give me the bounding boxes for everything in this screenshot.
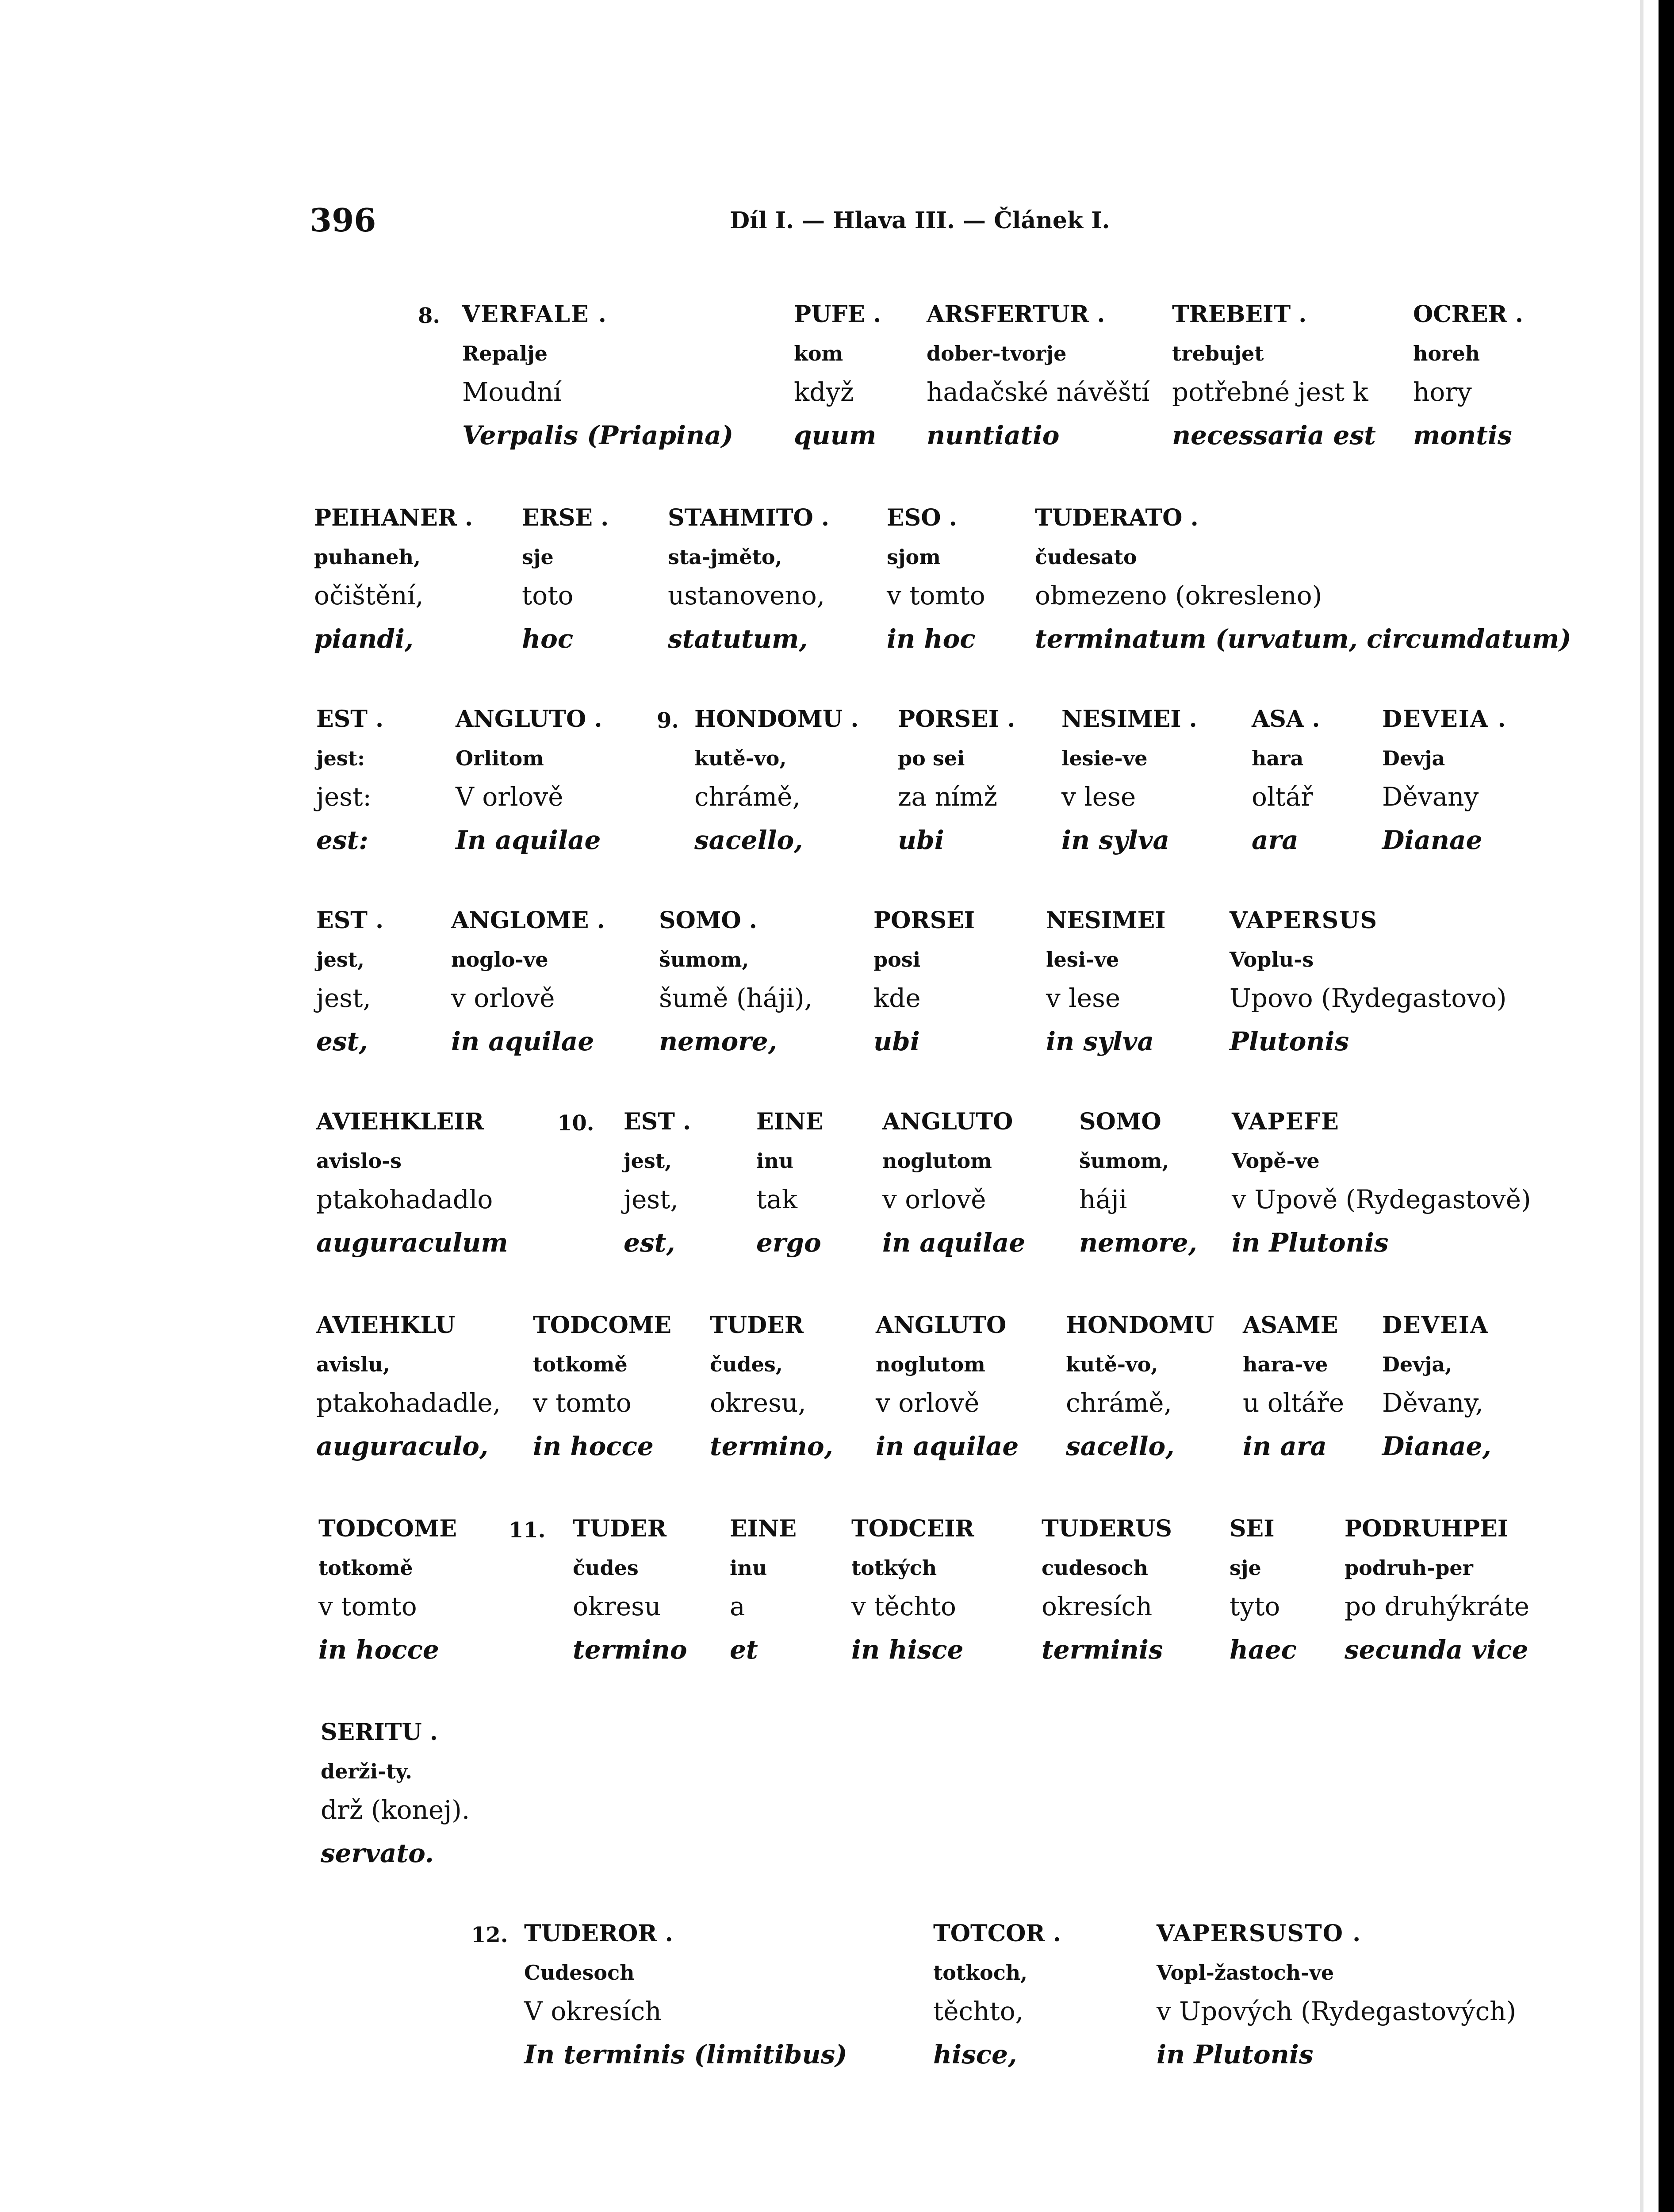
- latin-translation: in aquilae: [451, 1026, 594, 1056]
- latin-translation: in ara: [1243, 1431, 1327, 1461]
- transliteration: kutě-vo,: [694, 746, 787, 770]
- transliteration: po sei: [898, 746, 965, 770]
- transliteration: totkoch,: [933, 1961, 1028, 1985]
- verse-number: 11.: [509, 1518, 546, 1543]
- latin-translation: ubi: [898, 825, 944, 855]
- page-fold-shadow: [1640, 0, 1643, 2212]
- czech-translation: očištění,: [314, 580, 424, 611]
- latin-translation: terminis: [1042, 1635, 1163, 1665]
- latin-translation: hisce,: [933, 2039, 1017, 2070]
- latin-translation: Dianae,: [1382, 1431, 1491, 1461]
- transliteration: sje: [1230, 1556, 1261, 1580]
- czech-translation: ptakohadadlo: [316, 1184, 493, 1214]
- latin-translation: in hisce: [851, 1635, 964, 1665]
- czech-translation: Děvany: [1382, 782, 1479, 812]
- latin-translation: ergo: [756, 1228, 821, 1258]
- transliteration: Vopě-ve: [1232, 1149, 1320, 1173]
- etruscan-word: ANGLUTO .: [456, 706, 602, 733]
- transliteration: sta-jměto,: [668, 545, 782, 569]
- transliteration: Devja,: [1382, 1352, 1452, 1376]
- czech-translation: v orlově: [876, 1388, 980, 1418]
- latin-translation: Verpalis (Priapina): [462, 420, 734, 450]
- etruscan-word: TUDERATO .: [1035, 504, 1199, 531]
- latin-translation: in Plutonis: [1157, 2039, 1314, 2070]
- etruscan-word: TOTCOR .: [933, 1920, 1061, 1947]
- etruscan-word: PUFE .: [794, 301, 881, 328]
- latin-translation: sacello,: [694, 825, 803, 855]
- etruscan-word: SERITU .: [321, 1719, 438, 1746]
- etruscan-word: VAPERSUSTO .: [1157, 1920, 1362, 1947]
- czech-translation: v tomto: [318, 1591, 417, 1621]
- etruscan-word: STAHMITO .: [668, 504, 829, 531]
- latin-translation: piandi,: [314, 624, 414, 654]
- latin-translation: servato.: [321, 1838, 434, 1868]
- etruscan-word: PORSEI .: [898, 706, 1015, 733]
- transliteration: čudes,: [710, 1352, 783, 1376]
- etruscan-word: TUDERUS: [1042, 1515, 1172, 1542]
- running-title: Díl I. — Hlava III. — Článek I.: [730, 207, 1110, 234]
- latin-translation: termino: [573, 1635, 687, 1665]
- transliteration: podruh-per: [1345, 1556, 1473, 1580]
- etruscan-word: OCRER .: [1413, 301, 1523, 328]
- czech-translation: chrámě,: [694, 782, 801, 812]
- latin-translation: nemore,: [1079, 1228, 1197, 1258]
- etruscan-word: NESIMEI .: [1061, 706, 1197, 733]
- czech-translation: u oltáře: [1243, 1388, 1345, 1418]
- czech-translation: v Upově (Rydegastově): [1232, 1184, 1531, 1214]
- latin-translation: nemore,: [659, 1026, 777, 1056]
- czech-translation: Moudní: [462, 377, 562, 407]
- latin-translation: Dianae: [1382, 825, 1482, 855]
- etruscan-word: PODRUHPEI: [1345, 1515, 1509, 1542]
- czech-translation: a: [730, 1591, 745, 1621]
- transliteration: šumom,: [1079, 1149, 1169, 1173]
- verse-number: 12.: [471, 1923, 508, 1947]
- latin-translation: in hocce: [533, 1431, 654, 1461]
- czech-translation: háji: [1079, 1184, 1127, 1214]
- etruscan-word: TUDER: [710, 1312, 804, 1339]
- czech-translation: Upovo (Rydegastovo): [1230, 983, 1507, 1013]
- czech-translation: drž (konej).: [321, 1795, 470, 1825]
- czech-translation: okresích: [1042, 1591, 1153, 1621]
- czech-translation: V orlově: [456, 782, 563, 812]
- transliteration: kutě-vo,: [1066, 1352, 1158, 1376]
- czech-translation: chrámě,: [1066, 1388, 1172, 1418]
- etruscan-word: ANGLUTO: [876, 1312, 1007, 1339]
- transliteration: derži-ty.: [321, 1759, 413, 1783]
- czech-translation: v tomto: [887, 580, 985, 611]
- transliteration: totkých: [851, 1556, 937, 1580]
- latin-translation: in hocce: [318, 1635, 439, 1665]
- czech-translation: když: [794, 377, 854, 407]
- etruscan-word: VERFALE .: [462, 301, 607, 328]
- latin-translation: In aquilae: [456, 825, 601, 855]
- latin-translation: in sylva: [1061, 825, 1170, 855]
- czech-translation: ustanoveno,: [668, 580, 825, 611]
- transliteration: noglo-ve: [451, 948, 548, 972]
- czech-translation: za nímž: [898, 782, 998, 812]
- etruscan-word: EINE: [756, 1108, 824, 1135]
- latin-translation: est,: [316, 1026, 368, 1056]
- verse-number: 10.: [557, 1111, 594, 1136]
- etruscan-word: ASAME: [1243, 1312, 1338, 1339]
- czech-translation: ptakohadadle,: [316, 1388, 501, 1418]
- latin-translation: termino,: [710, 1431, 833, 1461]
- latin-translation: et: [730, 1635, 758, 1665]
- transliteration: jest:: [316, 746, 365, 770]
- transliteration: horeh: [1413, 342, 1480, 365]
- latin-translation: Plutonis: [1230, 1026, 1349, 1056]
- verse-number: 8.: [418, 303, 441, 328]
- etruscan-word: DEVEIA: [1382, 1312, 1489, 1339]
- transliteration: totkomě: [318, 1556, 413, 1580]
- etruscan-word: AVIEHKLU: [316, 1312, 456, 1339]
- czech-translation: jest,: [624, 1184, 678, 1214]
- czech-translation: v orlově: [451, 983, 555, 1013]
- latin-translation: quum: [794, 420, 877, 450]
- czech-translation: hory: [1413, 377, 1472, 407]
- transliteration: kom: [794, 342, 843, 365]
- etruscan-word: TODCOME: [318, 1515, 457, 1542]
- latin-translation: ubi: [873, 1026, 920, 1056]
- transliteration: puhaneh,: [314, 545, 421, 569]
- czech-translation: v lese: [1046, 983, 1121, 1013]
- czech-translation: v orlově: [882, 1184, 986, 1214]
- transliteration: Vopl-žastoch-ve: [1157, 1961, 1334, 1985]
- transliteration: lesie-ve: [1061, 746, 1148, 770]
- latin-translation: est:: [316, 825, 368, 855]
- czech-translation: Děvany,: [1382, 1388, 1484, 1418]
- czech-translation: okresu: [573, 1591, 661, 1621]
- latin-translation: In terminis (limitibus): [524, 2039, 847, 2070]
- transliteration: šumom,: [659, 948, 749, 972]
- etruscan-word: VAPEFE: [1232, 1108, 1340, 1135]
- etruscan-word: HONDOMU .: [694, 706, 859, 733]
- transliteration: posi: [873, 948, 921, 972]
- page-number: 396: [310, 201, 376, 239]
- czech-translation: jest:: [316, 782, 372, 812]
- transliteration: avislu,: [316, 1352, 390, 1376]
- etruscan-word: AVIEHKLEIR: [316, 1108, 484, 1135]
- transliteration: totkomě: [533, 1352, 628, 1376]
- scan-border-right: [1659, 0, 1674, 2212]
- latin-translation: in Plutonis: [1232, 1228, 1389, 1258]
- czech-translation: kde: [873, 983, 921, 1013]
- etruscan-word: PEIHANER .: [314, 504, 473, 531]
- transliteration: Voplu-s: [1230, 948, 1314, 972]
- etruscan-word: ARSFERTUR .: [927, 301, 1105, 328]
- czech-translation: v těchto: [851, 1591, 956, 1621]
- transliteration: čudes: [573, 1556, 639, 1580]
- transliteration: trebujet: [1172, 342, 1264, 365]
- latin-translation: statutum,: [668, 624, 808, 654]
- latin-translation: in hoc: [887, 624, 976, 654]
- etruscan-word: TODCOME: [533, 1312, 671, 1339]
- czech-translation: oltář: [1252, 782, 1314, 812]
- transliteration: Repalje: [462, 342, 548, 365]
- czech-translation: šumě (háji),: [659, 983, 813, 1013]
- transliteration: sje: [522, 545, 554, 569]
- etruscan-word: DEVEIA .: [1382, 706, 1507, 733]
- transliteration: inu: [756, 1149, 794, 1173]
- transliteration: hara-ve: [1243, 1352, 1328, 1376]
- latin-translation: sacello,: [1066, 1431, 1175, 1461]
- etruscan-word: ANGLOME .: [451, 907, 605, 934]
- transliteration: inu: [730, 1556, 767, 1580]
- latin-translation: in aquilae: [876, 1431, 1019, 1461]
- czech-translation: v tomto: [533, 1388, 632, 1418]
- czech-translation: hadačské návěští: [927, 377, 1150, 407]
- czech-translation: po druhýkráte: [1345, 1591, 1529, 1621]
- czech-translation: toto: [522, 580, 574, 611]
- etruscan-word: EINE: [730, 1515, 797, 1542]
- etruscan-word: SEI: [1230, 1515, 1275, 1542]
- transliteration: jest,: [316, 948, 365, 972]
- latin-translation: hoc: [522, 624, 574, 654]
- czech-translation: tyto: [1230, 1591, 1280, 1621]
- etruscan-word: PORSEI: [873, 907, 975, 934]
- latin-translation: ara: [1252, 825, 1299, 855]
- etruscan-word: EST .: [624, 1108, 691, 1135]
- etruscan-word: NESIMEI: [1046, 907, 1166, 934]
- latin-translation: necessaria est: [1172, 420, 1376, 450]
- latin-translation: auguraculum: [316, 1228, 508, 1258]
- czech-translation: tak: [756, 1184, 798, 1214]
- etruscan-word: ERSE .: [522, 504, 609, 531]
- transliteration: noglutom: [882, 1149, 992, 1173]
- transliteration: jest,: [624, 1149, 672, 1173]
- verse-number: 9.: [657, 708, 679, 733]
- etruscan-word: EST .: [316, 907, 384, 934]
- czech-translation: potřebné jest k: [1172, 377, 1368, 407]
- transliteration: dober-tvorje: [927, 342, 1067, 365]
- etruscan-word: TODCEIR: [851, 1515, 974, 1542]
- transliteration: avislo-s: [316, 1149, 402, 1173]
- latin-translation: haec: [1230, 1635, 1297, 1665]
- latin-translation: est,: [624, 1228, 675, 1258]
- etruscan-word: TREBEIT .: [1172, 301, 1307, 328]
- transliteration: hara: [1252, 746, 1304, 770]
- latin-translation: terminatum (urvatum, circumdatum): [1035, 624, 1571, 654]
- czech-translation: okresu,: [710, 1388, 806, 1418]
- czech-translation: V okresích: [524, 1996, 662, 2026]
- latin-translation: in sylva: [1046, 1026, 1154, 1056]
- latin-translation: nuntiatio: [927, 420, 1060, 450]
- czech-translation: těchto,: [933, 1996, 1024, 2026]
- czech-translation: v lese: [1061, 782, 1136, 812]
- transliteration: sjom: [887, 545, 941, 569]
- etruscan-word: TUDER: [573, 1515, 667, 1542]
- latin-translation: auguraculo,: [316, 1431, 489, 1461]
- latin-translation: in aquilae: [882, 1228, 1026, 1258]
- etruscan-word: SOMO: [1079, 1108, 1161, 1135]
- transliteration: Orlitom: [456, 746, 544, 770]
- latin-translation: secunda vice: [1345, 1635, 1528, 1665]
- czech-translation: v Upových (Rydegastových): [1157, 1996, 1517, 2026]
- czech-translation: jest,: [316, 983, 371, 1013]
- etruscan-word: ANGLUTO: [882, 1108, 1013, 1135]
- transliteration: cudesoch: [1042, 1556, 1148, 1580]
- czech-translation: obmezeno (okresleno): [1035, 580, 1322, 611]
- etruscan-word: VAPERSUS: [1230, 907, 1378, 934]
- transliteration: lesi-ve: [1046, 948, 1119, 972]
- transliteration: čudesato: [1035, 545, 1137, 569]
- etruscan-word: HONDOMU: [1066, 1312, 1214, 1339]
- latin-translation: montis: [1413, 420, 1512, 450]
- etruscan-word: ESO .: [887, 504, 957, 531]
- transliteration: noglutom: [876, 1352, 985, 1376]
- transliteration: Devja: [1382, 746, 1445, 770]
- etruscan-word: ASA .: [1252, 706, 1320, 733]
- etruscan-word: EST .: [316, 706, 384, 733]
- etruscan-word: TUDEROR .: [524, 1920, 673, 1947]
- transliteration: Cudesoch: [524, 1961, 635, 1985]
- etruscan-word: SOMO .: [659, 907, 757, 934]
